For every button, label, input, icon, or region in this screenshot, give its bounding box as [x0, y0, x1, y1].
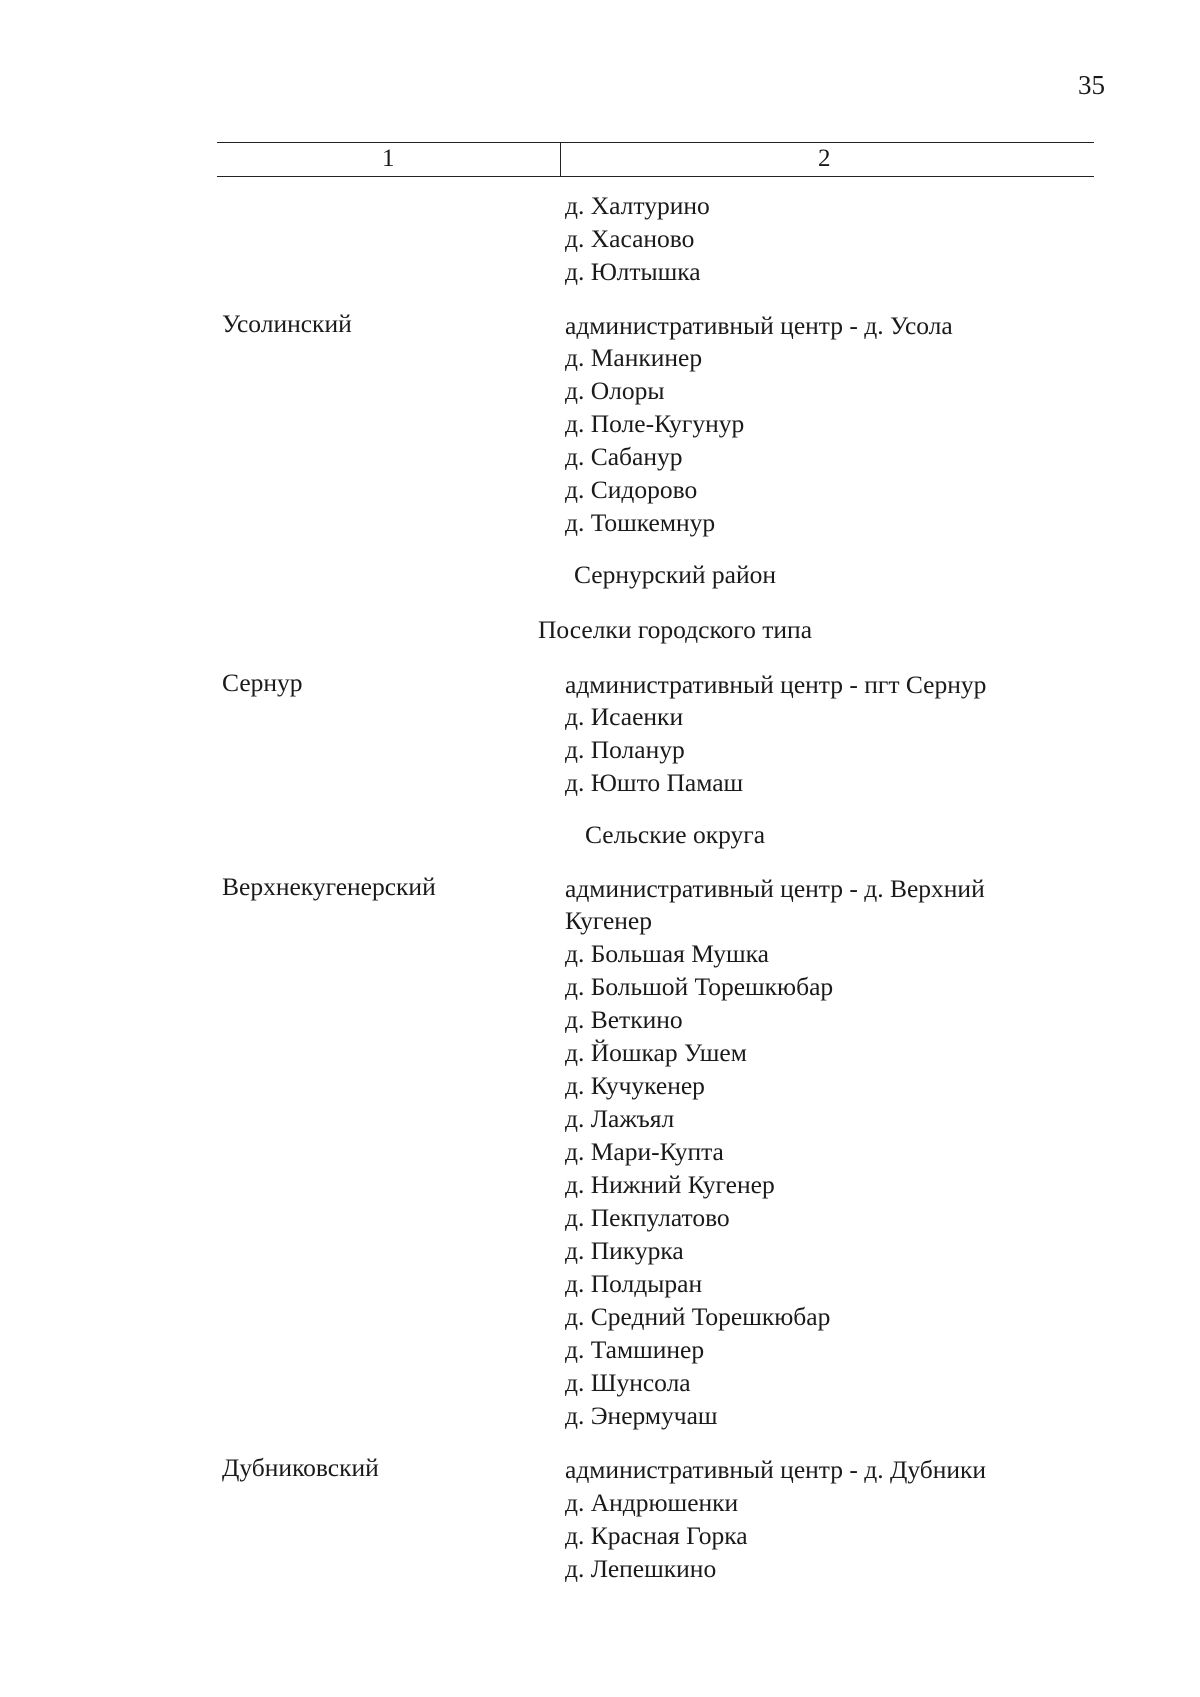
list-item: д. Халтурино	[565, 191, 710, 220]
table-header-col2: 2	[818, 145, 831, 172]
list-item: д. Поле-Кугунур	[565, 409, 745, 438]
table-header-bottom-rule	[217, 176, 1094, 177]
list-item: д. Большой Торешкюбар	[565, 972, 834, 1001]
list-item: д. Энермучаш	[565, 1401, 718, 1430]
list-item: административный центр - д. Верхний	[565, 874, 985, 903]
list-item: д. Юлтышка	[565, 257, 701, 286]
list-item: д. Манкинер	[565, 343, 703, 372]
list-item: административный центр - д. Усола	[565, 311, 953, 340]
list-item: административный центр - д. Дубники	[565, 1455, 987, 1484]
list-item: д. Шунсола	[565, 1368, 691, 1397]
list-item: д. Лепешкино	[565, 1554, 717, 1583]
list-item: д. Кучукенер	[565, 1071, 705, 1100]
district-title: Сернурский район	[573, 560, 777, 589]
table-header-divider	[560, 143, 561, 177]
list-item: Кугенер	[565, 906, 652, 935]
list-item: д. Тамшинер	[565, 1335, 705, 1364]
list-item: д. Хасаново	[565, 224, 695, 253]
list-item: д. Тошкемнур	[565, 508, 716, 537]
list-item: д. Нижний Кугенер	[565, 1170, 775, 1199]
section-heading-urban: Поселки городского типа	[537, 615, 813, 644]
list-item: д. Веткино	[565, 1005, 683, 1034]
list-item: д. Юшто Памаш	[565, 768, 744, 797]
table-header-col1: 1	[382, 145, 395, 172]
okrug-name-sernur: Сернур	[222, 668, 303, 697]
okrug-name-verkhnekugenersky: Верхнекугенерский	[222, 872, 436, 901]
okrug-name-usolinsky: Усолинский	[222, 309, 352, 338]
page-number: 35	[1078, 70, 1105, 100]
list-item: д. Средний Торешкюбар	[565, 1302, 831, 1331]
list-item: д. Йошкар Ушем	[565, 1038, 747, 1067]
list-item: д. Пикурка	[565, 1236, 684, 1265]
okrug-name-dubnikovsky: Дубниковский	[222, 1453, 379, 1482]
list-item: д. Андрюшенки	[565, 1488, 739, 1517]
list-item: д. Мари-Купта	[565, 1137, 724, 1166]
list-item: д. Сидорово	[565, 475, 698, 504]
list-item: административный центр - пгт Сернур	[565, 670, 987, 699]
section-heading-rural: Сельские округа	[584, 820, 766, 849]
list-item: д. Лажъял	[565, 1104, 675, 1133]
list-item: д. Пекпулатово	[565, 1203, 730, 1232]
list-item: д. Большая Мушка	[565, 939, 769, 968]
list-item: д. Исаенки	[565, 702, 684, 731]
list-item: д. Полдыран	[565, 1269, 703, 1298]
list-item: д. Поланур	[565, 735, 685, 764]
table-header-top-rule	[217, 142, 1094, 143]
list-item: д. Сабанур	[565, 442, 683, 471]
list-item: д. Олоры	[565, 376, 665, 405]
list-item: д. Красная Горка	[565, 1521, 748, 1550]
